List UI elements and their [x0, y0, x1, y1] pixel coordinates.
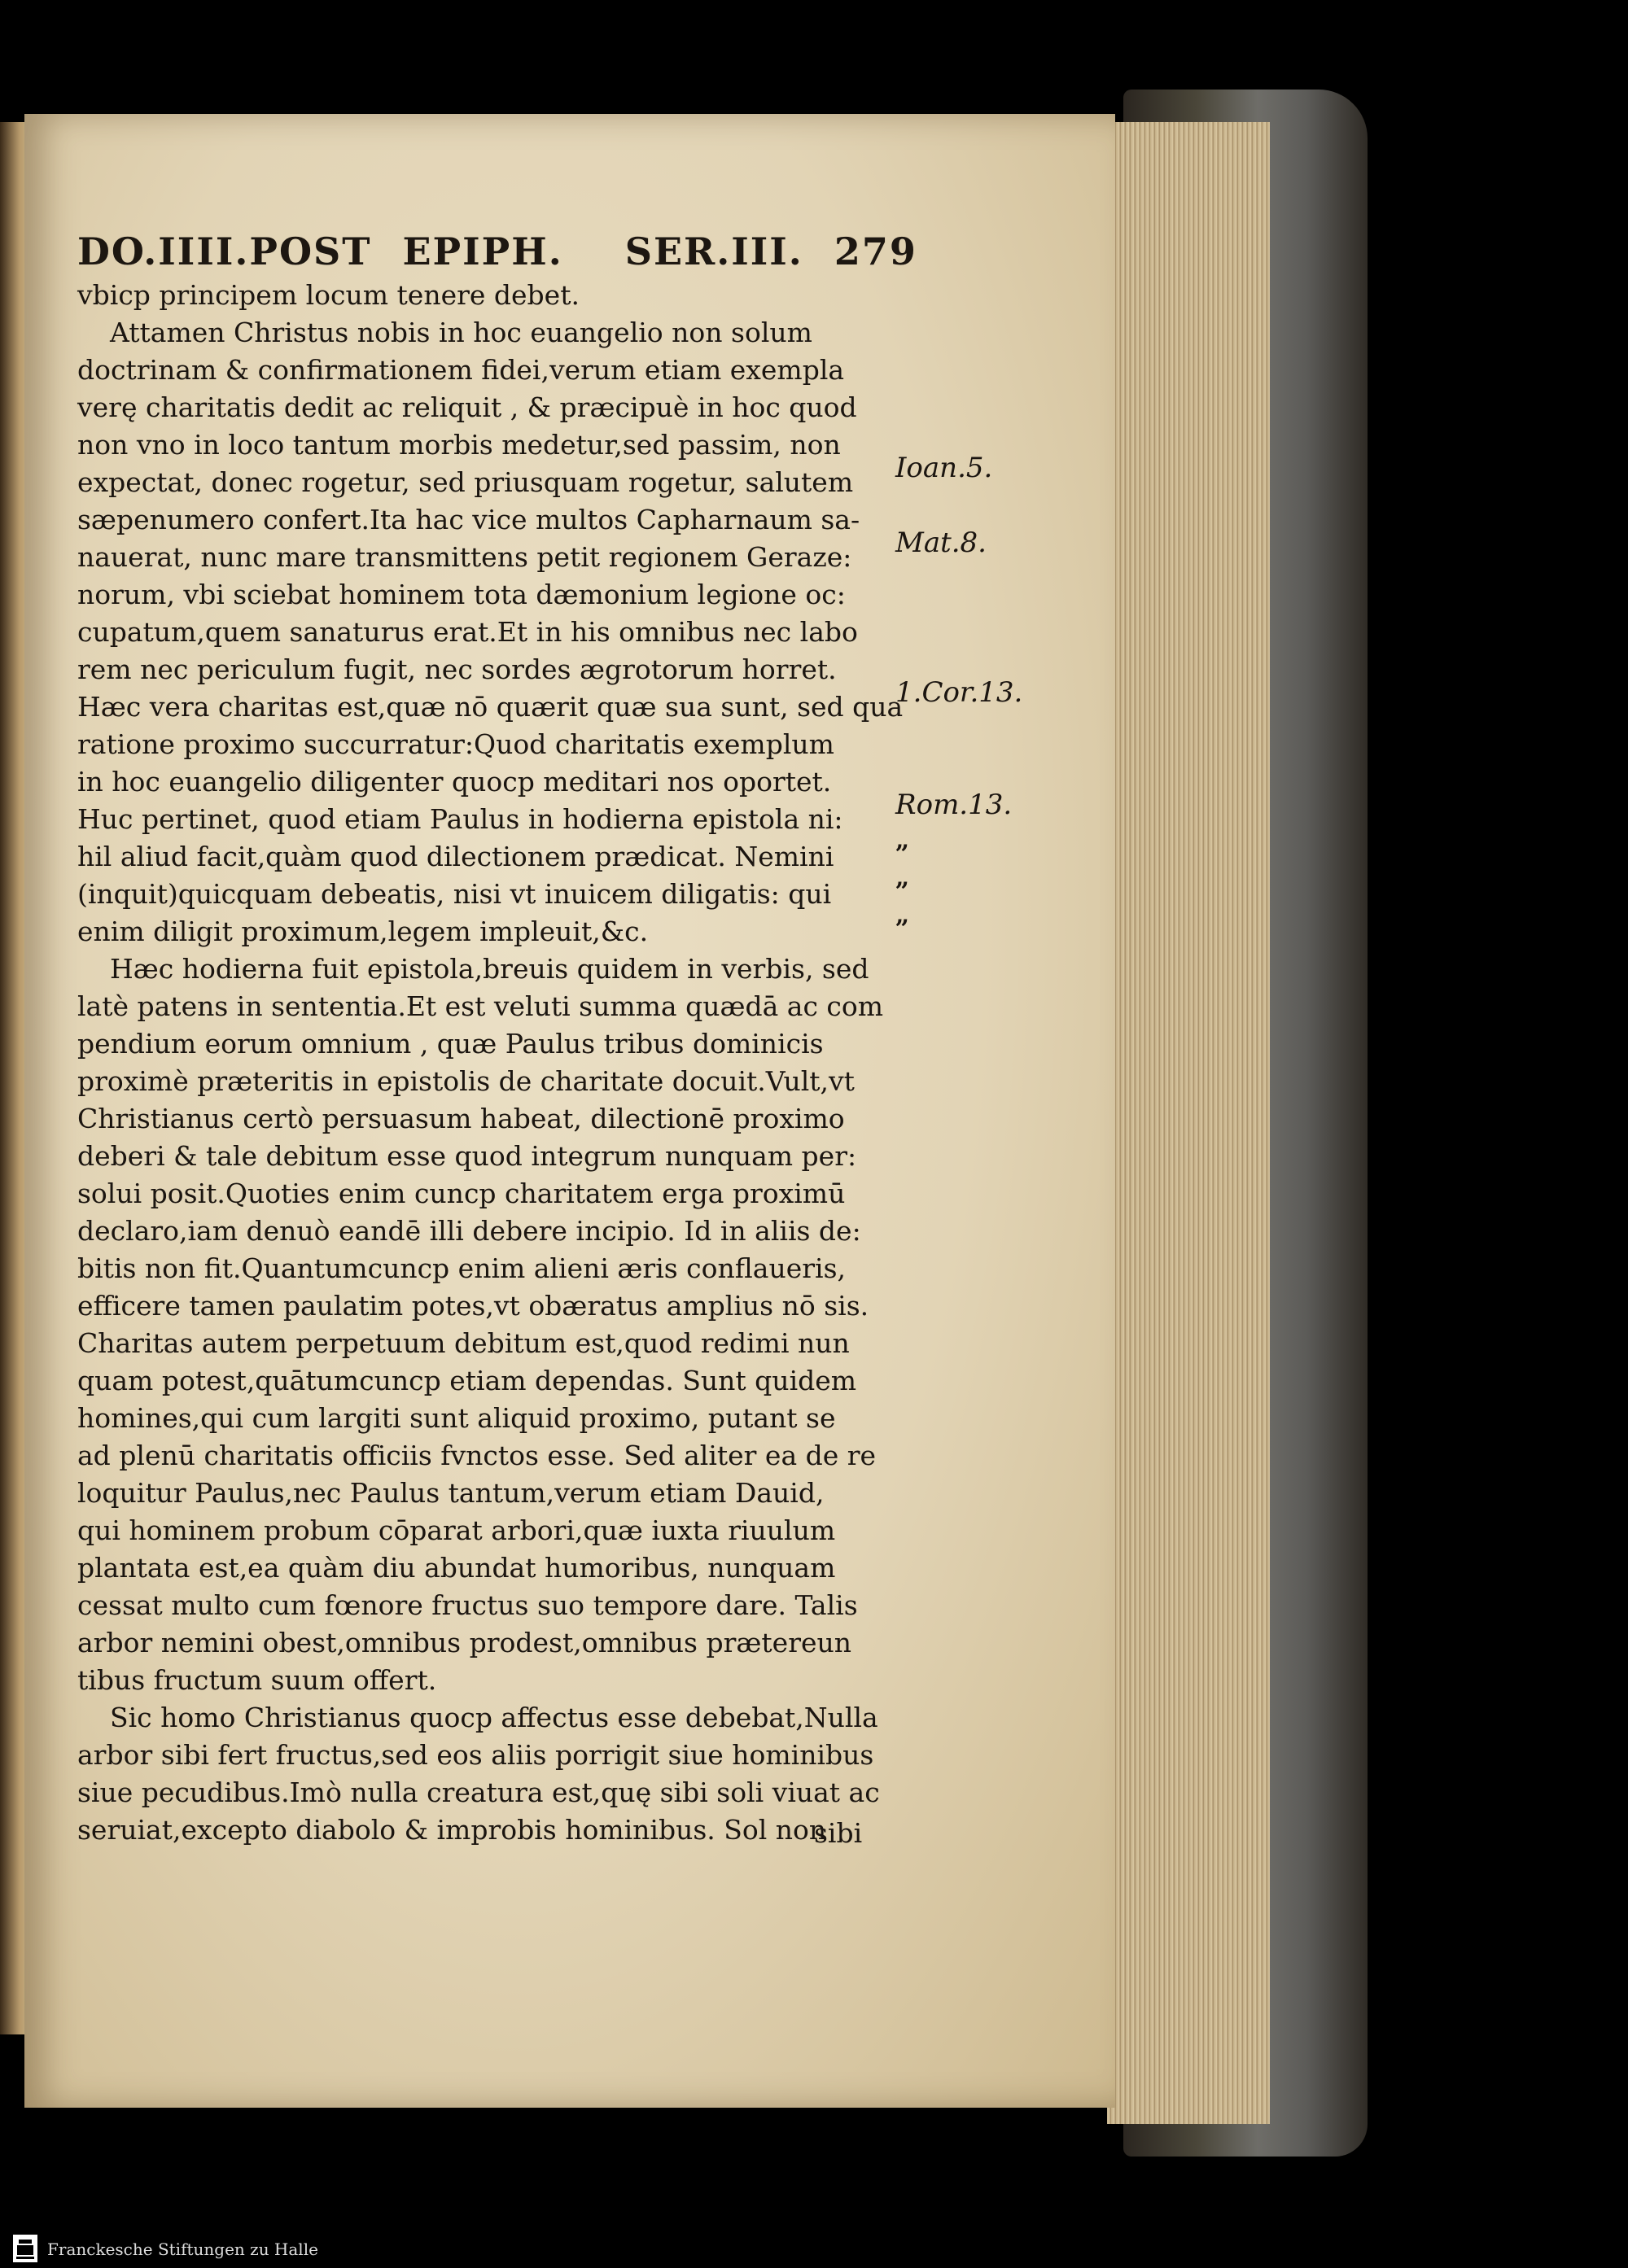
- header-left: DO.IIII.POST: [77, 229, 372, 273]
- text-line: Christianus certò persuasum habeat, dilectionē proximo: [77, 1103, 845, 1134]
- text-line: ad plenū charitatis officiis fvnctos esse. Sed aliter ea de re: [77, 1440, 877, 1471]
- text-line: Hæc vera charitas est,quæ nō quærit quæ sua sunt, sed qua: [77, 691, 904, 723]
- header-right: SER.III.: [624, 229, 803, 273]
- text-line: homines,qui cum largiti sunt aliquid proximo, putant se: [77, 1402, 836, 1434]
- quote-mark: „: [895, 863, 910, 892]
- text-line: hil aliud facit,quàm quod dilectionem prædicat. Nemini: [77, 841, 834, 872]
- text-line: vbicp principem locum tenere debet.: [77, 279, 580, 311]
- text-line: arbor sibi fert fructus,sed eos aliis porrigit siue hominibus: [77, 1739, 874, 1771]
- text-line: sæpenumero confert.Ita hac vice multos Capharnaum sa-: [77, 504, 860, 535]
- text-line: efficere tamen paulatim potes,vt obæratus amplius nō sis.: [77, 1290, 869, 1322]
- catchword: sibi: [814, 1817, 863, 1849]
- text-line: deberi & tale debitum esse quod integrum nunquam per:: [77, 1140, 857, 1172]
- text-line: qui hominem probum cōparat arbori,quæ iuxta riuulum: [77, 1514, 836, 1546]
- running-header: [77, 229, 917, 273]
- marginal-note: 1.Cor.13.: [895, 676, 1023, 709]
- page-edges: [1107, 122, 1270, 2124]
- text-line: tibus fructum suum offert.: [77, 1664, 437, 1696]
- footer-bar: [0, 2230, 1628, 2268]
- text-line: verę charitatis dedit ac reliquit , & præcipuè in hoc quod: [77, 391, 857, 423]
- quote-mark: „: [895, 826, 910, 854]
- text-line: cupatum,quem sanaturus erat.Et in his omnibus nec labo: [77, 616, 858, 648]
- text-line: solui posit.Quoties enim cuncp charitatem erga proximū: [77, 1178, 846, 1209]
- marginal-note: Rom.13.: [895, 789, 1013, 821]
- marginal-note: Ioan.5.: [895, 452, 993, 484]
- text-line: loquitur Paulus,nec Paulus tantum,verum etiam Dauid,: [77, 1477, 825, 1509]
- text-line: doctrinam & confirmationem fidei,verum etiam exempla: [77, 354, 845, 386]
- text-line: rem nec periculum fugit, nec sordes ægrotorum horret.: [77, 653, 837, 685]
- text-line: bitis non fit.Quantumcuncp enim alieni æris conflaueris,: [77, 1252, 846, 1284]
- text-line: arbor nemini obest,omnibus prodest,omnibus prætereun: [77, 1627, 852, 1658]
- text-line: proximè præteritis in epistolis de charitate docuit.Vult,vt: [77, 1065, 855, 1097]
- text-line: Charitas autem perpetuum debitum est,quod redimi nun: [77, 1327, 850, 1359]
- marginal-note: Mat.8.: [895, 527, 987, 559]
- quote-mark: „: [895, 901, 910, 929]
- page-number: 279: [834, 229, 917, 273]
- text-line: quam potest,quātumcuncp etiam dependas. Sunt quidem: [77, 1365, 857, 1396]
- text-line: in hoc euangelio diligenter quocp meditari nos oportet.: [77, 766, 832, 798]
- text-line: plantata est,ea quàm diu abundat humoribus, nunquam: [77, 1552, 836, 1584]
- text-line: enim diligit proximum,legem impleuit,&c.: [77, 916, 649, 947]
- text-line: norum, vbi sciebat hominem tota dæmonium legione oc:: [77, 579, 846, 610]
- text-line: expectat, donec rogetur, sed priusquam rogetur, salutem: [77, 466, 854, 498]
- text-line: (inquit)quicquam debeatis, nisi vt inuicem diligatis: qui: [77, 878, 832, 910]
- institution-logo-icon: [13, 2235, 37, 2262]
- footer-credit: Franckesche Stiftungen zu Halle: [47, 2240, 318, 2259]
- text-line: Sic homo Christianus quocp affectus esse debebat,Nulla: [110, 1702, 878, 1733]
- text-line: ratione proximo succurratur:Quod charitatis exemplum: [77, 728, 834, 760]
- text-line: nauerat, nunc mare transmittens petit regionem Geraze:: [77, 541, 852, 573]
- text-line: latè patens in sententia.Et est veluti summa quædā ac com: [77, 990, 884, 1022]
- text-line: declaro,iam denuò eandē illi debere incipio. Id in aliis de:: [77, 1215, 861, 1247]
- text-line: pendium eorum omnium , quæ Paulus tribus dominicis: [77, 1028, 824, 1060]
- text-line: Hæc hodierna fuit epistola,breuis quidem in verbis, sed: [110, 953, 869, 985]
- text-line: cessat multo cum fœnore fructus suo tempore dare. Talis: [77, 1589, 858, 1621]
- text-line: non vno in loco tantum morbis medetur,sed passim, non: [77, 429, 841, 461]
- text-line: Huc pertinet, quod etiam Paulus in hodierna epistola ni:: [77, 803, 843, 835]
- text-line: Attamen Christus nobis in hoc euangelio non solum: [110, 317, 812, 348]
- header-middle: EPIPH.: [402, 229, 563, 273]
- text-line: seruiat,excepto diabolo & improbis hominibus. Sol non: [77, 1814, 827, 1846]
- text-line: siue pecudibus.Imò nulla creatura est,quę sibi soli viuat ac: [77, 1776, 880, 1808]
